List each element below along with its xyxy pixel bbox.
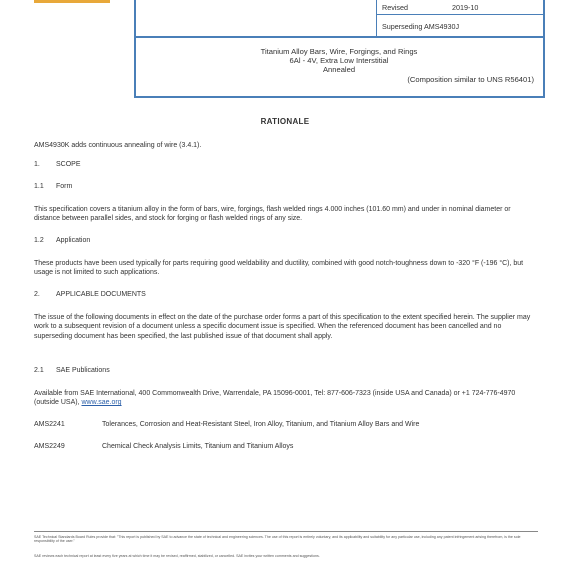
section-title: SCOPE (56, 161, 81, 168)
section-form (34, 183, 72, 190)
superseding-note: Superseding AMS4930J (382, 22, 460, 31)
form-paragraph: This specification covers a titanium alloy in the form of bars, wire, forgings, flash welded rings 4.000 inches (101.60 mm) and under in nominal diameter or distance between parallel sides, and stock for forging or flash welded rings of any size. (34, 206, 511, 223)
section-number: 1. (34, 161, 40, 168)
title-line-3: Annealed (322, 65, 356, 75)
document-title (134, 47, 544, 84)
title-line-1: Titanium Alloy Bars, Wire, Forgings, and Rings (260, 47, 418, 56)
section-number: 1.1 (34, 183, 44, 190)
sae-address: Available from SAE International, 400 Commonwealth Drive, Warrendale, PA 15096-0001, Tel: 877-606-7323 (inside USA and Canada) or +1 724-776-4970 (outside USA), (34, 390, 516, 407)
revised-label: Revised (382, 3, 408, 12)
section-sae-publications (34, 367, 110, 374)
section-number: 1.2 (34, 237, 44, 244)
reference-title: Chemical Check Analysis Limits, Titanium and Titanium Alloys (102, 443, 294, 450)
section-number: 2.1 (34, 367, 44, 374)
rationale-heading: RATIONALE (260, 117, 310, 126)
section-scope (34, 161, 81, 168)
rationale-text: AMS4930K adds continuous annealing of wire (3.4.1). (34, 142, 202, 149)
sae-logo-fragment (34, 0, 110, 3)
section-application (34, 237, 90, 244)
section-applicable-documents (34, 291, 146, 298)
footer-divider (34, 531, 538, 532)
section-title: APPLICABLE DOCUMENTS (56, 291, 146, 298)
section-title: Form (56, 183, 73, 190)
reference-title: Tolerances, Corrosion and Heat-Resistant Steel, Iron Alloy, Titanium, and Titanium Alloy Bars and Wire (102, 421, 420, 428)
sae-paragraph (34, 389, 538, 408)
section-title: Application (56, 237, 91, 244)
composition-note: (Composition similar to UNS R56401) (407, 74, 534, 84)
reference-code: AMS2249 (34, 443, 65, 450)
section-number: 2. (34, 291, 40, 298)
documents-paragraph: The issue of the following documents in effect on the date of the purchase order forms a part of this specification to the extent specified herein. The supplier may work to a subsequent revision of a document unless a specific document issue is specified. When the referenced document has been cancelled and no superseding document has been specified, the last published issue of that document shall apply. (34, 314, 531, 340)
reference-item (34, 421, 419, 428)
reference-code: AMS2241 (34, 421, 65, 428)
revised-date: 2019-10 (452, 3, 479, 12)
section-title: SAE Publications (56, 367, 110, 374)
application-paragraph: These products have been used typically for parts requiring good weldability and ductility, combined with good notch-toughness down to -320 °F (-196 °C), but usage is not limited to such applications. (34, 260, 524, 277)
footer-review-note: SAE reviews each technical report at least every five years at which time it may be revised, reaffirmed, stabilized, or cancelled. SAE invites your written comments and suggestions. (34, 554, 320, 558)
reference-item (34, 443, 293, 450)
footer-notice: SAE Technical Standards Board Rules provide that: "This report is published by SAE to advance the state of technical and engineering sciences. The use of this report is entirely voluntary, and its applicability and suitability for any particular use, including any patent infringement arising therefrom, is the sole responsibility of the user." (34, 535, 521, 544)
sae-website-link[interactable]: www.sae.org (81, 399, 122, 407)
title-line-2: 6Al - 4V, Extra Low Interstitial (289, 56, 389, 66)
